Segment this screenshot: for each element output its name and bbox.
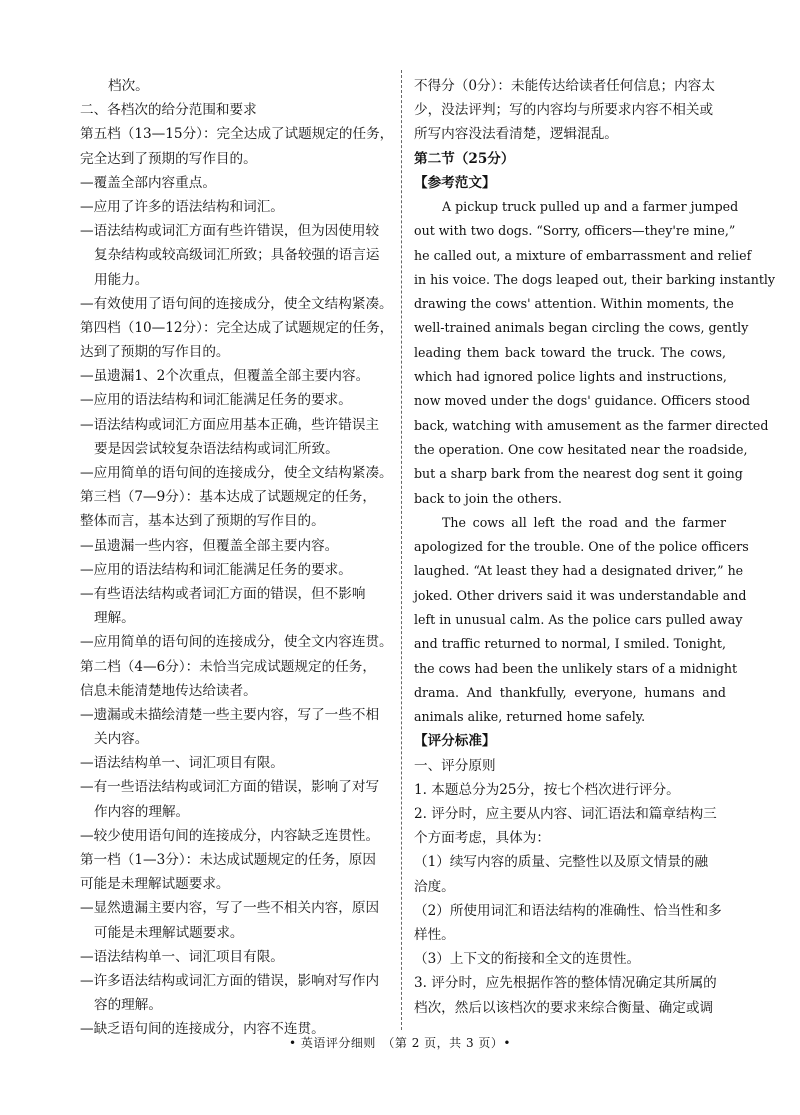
left-column-line: —应用了许多的语法结构和词汇。 bbox=[80, 198, 284, 215]
right-column-line: in his voice. The dogs leaped out, their barking instantly bbox=[414, 271, 776, 287]
left-column-line: —应用简单的语句间的连接成分，使全文内容连贯。 bbox=[80, 634, 393, 651]
left-column-line: 档次。 bbox=[108, 78, 149, 94]
left-column-line: —虽遗漏1、2个次重点，但覆盖全部主要内容。 bbox=[80, 368, 370, 385]
right-column-line: 【评分标准】 bbox=[414, 733, 496, 750]
left-column-line: 关内容。 bbox=[94, 731, 149, 748]
left-column-line: 第五档（13—15分）：完全达成了试题规定的任务， bbox=[80, 126, 394, 143]
left-column-line: 第四档（10—12分）：完全达成了试题规定的任务， bbox=[80, 319, 394, 336]
column-divider bbox=[401, 70, 402, 1030]
left-column-line: 信息未能清楚地传达给读者。 bbox=[80, 682, 257, 699]
left-column-line: 完全达到了预期的写作目的。 bbox=[80, 150, 257, 167]
right-column-line: leading them back toward the truck. The cows, bbox=[414, 344, 726, 360]
right-column-line: and traffic returned to normal, I smiled. Tonight, bbox=[414, 636, 726, 652]
right-column-line: the cows had been the unlikely stars of a midnight bbox=[414, 660, 738, 676]
left-column-line: —有些语法结构或者词汇方面的错误，但不影响 bbox=[80, 585, 366, 602]
right-column-line: A pickup truck pulled up and a farmer jumped bbox=[442, 198, 739, 214]
right-column-line: 档次，然后以该档次的要求来综合衡量、确定或调 bbox=[414, 999, 714, 1016]
left-column-line: 第一档（1—3分）：未达成试题规定的任务，原因 bbox=[80, 852, 376, 868]
left-column-line: 用能力。 bbox=[94, 271, 149, 288]
right-column-line: which had ignored police lights and instructions, bbox=[414, 369, 727, 385]
right-column-line: 3. 评分时，应先根据作答的整体情况确定其所属的 bbox=[414, 975, 717, 992]
right-column-line: 1. 本题总分为25分，按七个档次进行评分。 bbox=[414, 781, 680, 798]
left-column-line: —应用的语法结构和词汇能满足任务的要求。 bbox=[80, 561, 352, 578]
right-column-line: 第二节（25分） bbox=[414, 150, 515, 167]
right-column-line: 不得分（0分）：未能传达给读者任何信息；内容太 bbox=[414, 78, 715, 94]
right-column-line: （3）上下文的衔接和全文的连贯性。 bbox=[414, 951, 641, 968]
left-column-line: 可能是未理解试题要求。 bbox=[94, 924, 244, 941]
left-column-line: —应用的语法结构和词汇能满足任务的要求。 bbox=[80, 392, 352, 409]
right-column-line: but a sharp bark from the nearest dog sent it going bbox=[414, 466, 743, 482]
right-column-line: 洽度。 bbox=[414, 878, 455, 895]
right-column-line: 所写内容没法看清楚，逻辑混乱。 bbox=[414, 126, 618, 143]
right-column-line: 一、评分原则 bbox=[414, 757, 496, 774]
right-column-line: apologized for the trouble. One of the police officers bbox=[414, 539, 749, 555]
right-column-line: back, watching with amusement as the farmer directed bbox=[414, 417, 769, 433]
left-column-line: 第二档（4—6分）：未恰当完成试题规定的任务， bbox=[80, 658, 376, 675]
right-column-line: joked. Other drivers said it was understandable and bbox=[414, 587, 747, 603]
left-column-line: 达到了预期的写作目的。 bbox=[80, 344, 230, 361]
left-column-line: 第三档（7—9分）：基本达成了试题规定的任务， bbox=[80, 489, 376, 506]
right-column-line: 2. 评分时，应主要从内容、词汇语法和篇章结构三 bbox=[414, 806, 717, 823]
left-column-line: —许多语法结构或词汇方面的错误，影响对写作内 bbox=[80, 972, 380, 989]
left-column-line: —缺乏语句间的连接成分，内容不连贯。 bbox=[80, 1021, 325, 1038]
left-column-line: —显然遗漏主要内容，写了一些不相关内容，原因 bbox=[80, 900, 380, 917]
left-column-line: 容的理解。 bbox=[94, 997, 162, 1014]
left-column-line: 复杂结构或较高级词汇所致；具备较强的语言运 bbox=[94, 247, 380, 264]
left-column-line: 整体而言，基本达到了预期的写作目的。 bbox=[80, 513, 325, 530]
right-column bbox=[414, 74, 776, 1020]
left-column-line: —应用简单的语句间的连接成分，使全文结构紧凑。 bbox=[80, 465, 393, 481]
right-column-line: animals alike, returned home safely. bbox=[414, 709, 646, 725]
right-column-line: out with two dogs. “Sorry, officers—they're mine,” bbox=[414, 223, 736, 239]
right-column-line: The cows all left the road and the farmer bbox=[442, 514, 726, 530]
right-column-line: back to join the others. bbox=[414, 490, 562, 506]
right-column-line: 【参考范文】 bbox=[414, 174, 496, 191]
right-column-line: 个方面考虑，具体为： bbox=[414, 830, 550, 847]
left-column-line: 理解。 bbox=[94, 610, 135, 627]
right-column-line: now moved under the dogs' guidance. Officers stood bbox=[414, 393, 751, 409]
left-column-line: —语法结构单一、词汇项目有限。 bbox=[80, 755, 284, 772]
left-column-line: 作内容的理解。 bbox=[94, 803, 190, 820]
right-column-line: （1）续写内容的质量、完整性以及原文情景的融 bbox=[414, 854, 709, 871]
right-column-line: 样性。 bbox=[414, 926, 455, 943]
left-column-line: 要是因尝试较复杂语法结构或词汇所致。 bbox=[94, 440, 339, 457]
left-column-line: —覆盖全部内容重点。 bbox=[80, 174, 216, 191]
page-footer: • 英语评分细则 （第 2 页，共 3 页）• bbox=[289, 1036, 511, 1050]
right-column-line: 少，没法评判；写的内容均与所要求内容不相关或 bbox=[414, 102, 714, 119]
right-column-line: drama. And thankfully, everyone, humans and bbox=[414, 684, 726, 700]
right-column-line: well-trained animals began circling the cows, gently bbox=[414, 320, 749, 336]
left-column-line: —虽遗漏一些内容，但覆盖全部主要内容。 bbox=[80, 537, 339, 554]
left-column-line: —遗漏或未描绘清楚一些主要内容，写了一些不相 bbox=[80, 706, 380, 723]
left-column-line: —语法结构或词汇方面应用基本正确，些许错误主 bbox=[80, 416, 380, 433]
left-column-line: 二、各档次的给分范围和要求 bbox=[80, 102, 257, 119]
left-column-line: —语法结构单一、词汇项目有限。 bbox=[80, 948, 284, 965]
left-column-line: —有效使用了语句间的连接成分，使全文结构紧凑。 bbox=[80, 295, 393, 312]
right-column-line: （2）所使用词汇和语法结构的准确性、恰当性和多 bbox=[414, 902, 722, 919]
left-column bbox=[80, 74, 394, 1042]
left-column-line: —有一些语法结构或词汇方面的错误，影响了对写 bbox=[80, 779, 380, 796]
right-column-line: the operation. One cow hesitated near the roadside, bbox=[414, 441, 748, 457]
right-column-line: he called out, a mixture of embarrassment and relief bbox=[414, 247, 752, 263]
right-column-line: drawing the cows' attention. Within moments, the bbox=[414, 296, 734, 312]
left-column-line: 可能是未理解试题要求。 bbox=[80, 876, 230, 893]
right-column-line: laughed. “At least they had a designated driver,” he bbox=[414, 563, 744, 579]
left-column-line: —较少使用语句间的连接成分，内容缺乏连贯性。 bbox=[80, 827, 380, 844]
right-column-line: left in unusual calm. As the police cars pulled away bbox=[414, 611, 743, 627]
left-column-line: —语法结构或词汇方面有些许错误，但为因使用较 bbox=[80, 223, 380, 240]
